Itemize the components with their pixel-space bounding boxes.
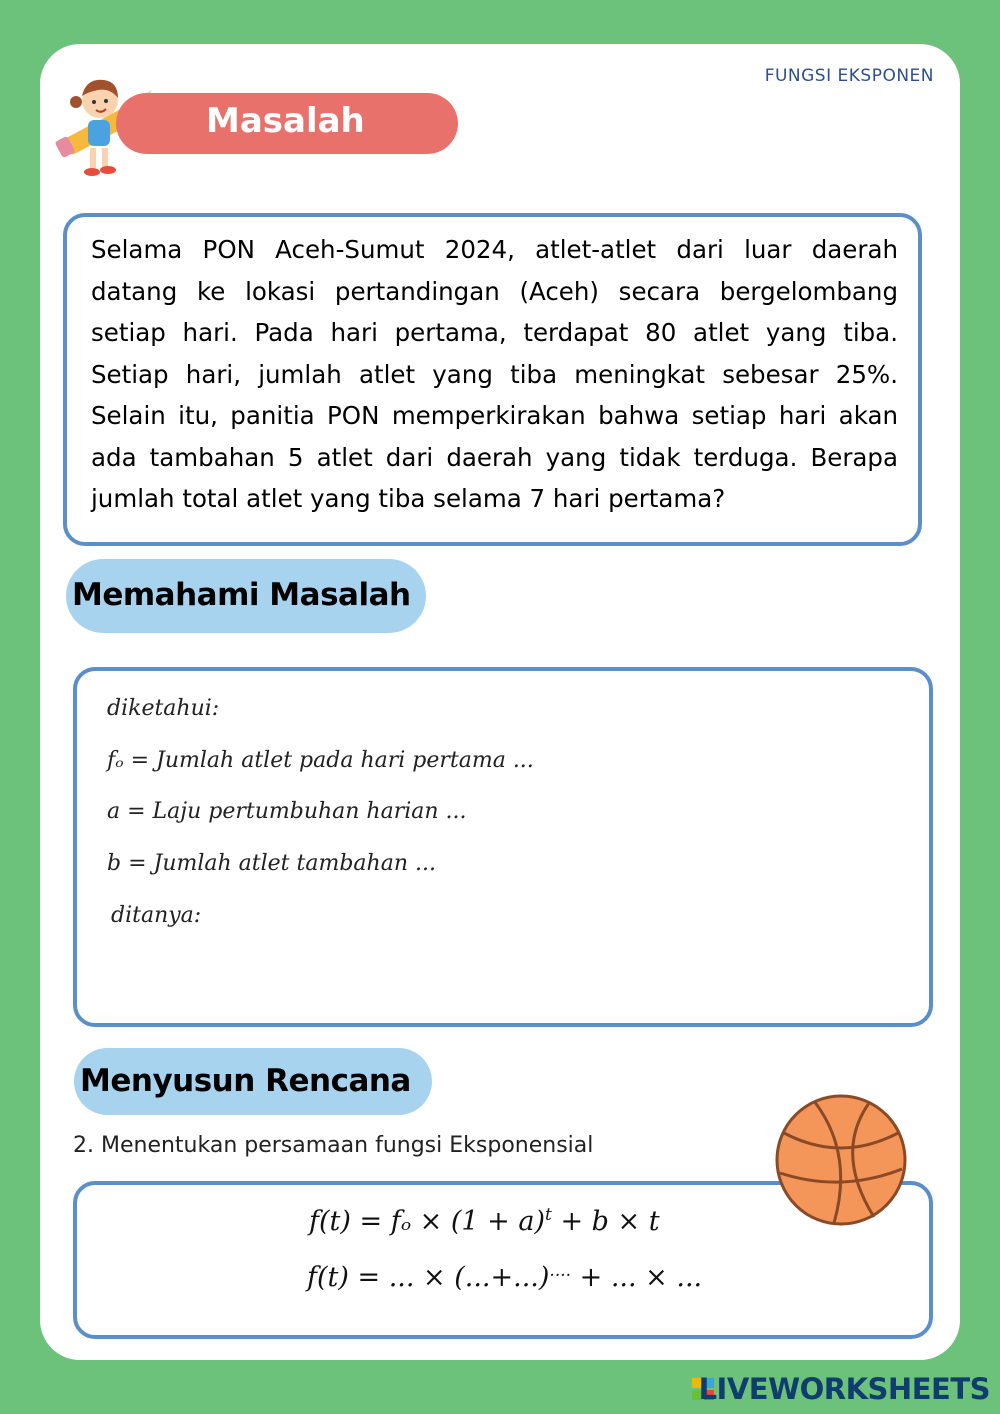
formula-1-main: f(t) = fₒ × (1 + a)	[309, 1206, 546, 1237]
formula-1-tail: + b × t	[551, 1206, 660, 1237]
topic-label: FUNGSI EKSPONEN	[764, 66, 934, 86]
fill-in-formula	[307, 1261, 702, 1293]
step-instruction: 2. Menentukan persamaan fungsi Eksponensial	[73, 1133, 594, 1158]
ditanya-label: ditanya:	[111, 903, 202, 928]
b-line: b = Jumlah atlet tambahan ...	[107, 851, 436, 876]
formula-1-exponent: t	[545, 1205, 552, 1225]
memahami-title: Memahami Masalah	[72, 577, 411, 613]
diketahui-label: diketahui:	[107, 696, 220, 721]
basketball-icon	[774, 1093, 908, 1227]
formula-2-exponent: ....	[549, 1261, 572, 1281]
problem-box	[63, 213, 922, 546]
formula-2-main: f(t) = ... × (...+...)	[307, 1262, 550, 1293]
problem-text: Selama PON Aceh-Sumut 2024, atlet-atlet dari luar daerah datang ke lokasi pertandingan (Aceh) secara bergelombang setiap hari. Pada hari pertama, terdapat 80 atlet yang tiba. Setiap hari, jumlah atlet yang tiba meningkat sebesar 25%. Selain itu, panitia PON memperkirakan bahwa setiap hari akan ada tambahan 5 atlet dari daerah yang tidak terduga. Berapa jumlah total atlet yang tiba selama 7 hari pertama?	[91, 235, 898, 513]
formula-2-tail: + ... × ...	[571, 1262, 703, 1293]
masalah-title: Masalah	[206, 101, 365, 141]
rencana-title: Menyusun Rencana	[80, 1063, 411, 1099]
f0-line: fₒ = Jumlah atlet pada hari pertama ...	[107, 748, 534, 773]
masalah-heading	[116, 93, 458, 154]
general-formula	[309, 1205, 660, 1237]
memahami-heading	[66, 559, 426, 633]
known-box	[73, 667, 933, 1027]
liveworksheets-brand: LIVEWORKSHEETS	[698, 1372, 990, 1406]
rencana-heading	[74, 1048, 432, 1115]
a-line: a = Laju pertumbuhan harian ...	[107, 799, 467, 824]
